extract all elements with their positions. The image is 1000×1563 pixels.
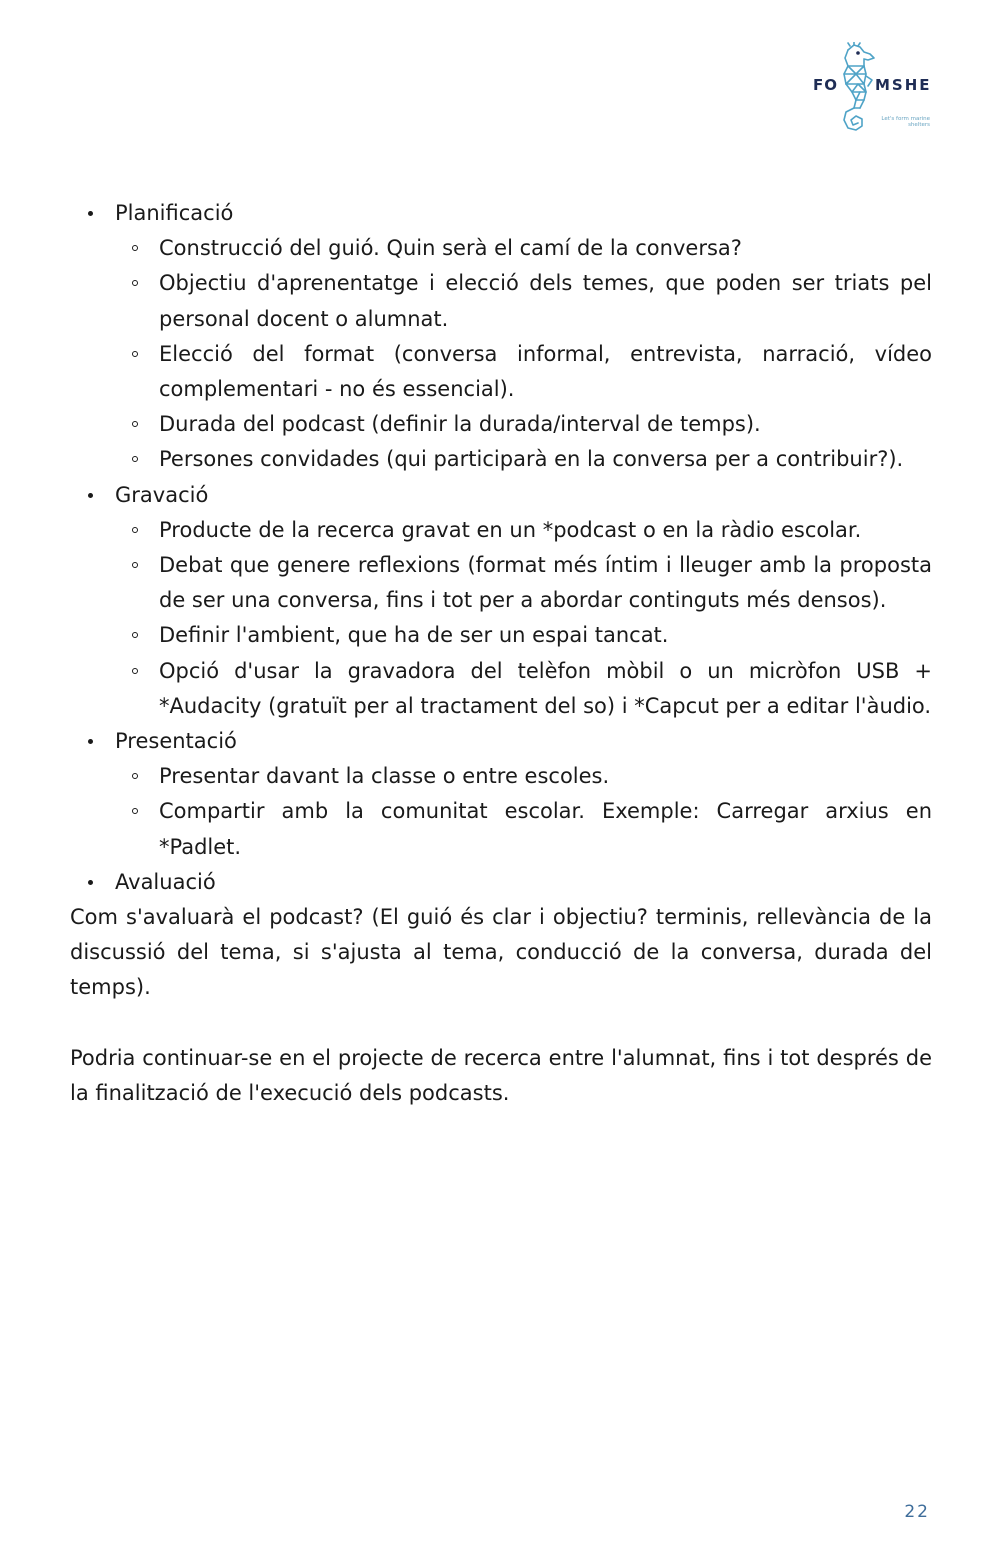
list-item-text: Persones convidades (qui participarà en la conversa per a contribuir?). [159, 447, 904, 472]
section-title [70, 196, 932, 231]
circle-bullet-icon [132, 808, 138, 814]
list-item [70, 513, 932, 548]
list-item-text: Debat que genere reflexions (format més íntim i lleuger amb la proposta de ser una conversa, fins i tot per a abordar continguts més densos). [159, 553, 932, 613]
section-title-text: Planificació [115, 201, 234, 225]
list-item [70, 231, 932, 266]
section-title [70, 865, 932, 900]
seahorse-icon [834, 42, 878, 134]
list-item [70, 442, 932, 477]
list-item-text: Objectiu d'aprenentatge i elecció dels temes, que poden ser triats pel personal docent o alumnat. [159, 271, 932, 331]
circle-bullet-icon [132, 245, 138, 251]
circle-bullet-icon [132, 773, 138, 779]
logo-tagline: Let's form marine shelters [881, 116, 930, 128]
paragraph-spacer [70, 1006, 932, 1041]
section-title [70, 724, 932, 759]
bullet-icon [88, 880, 93, 885]
document-body [70, 196, 932, 1111]
section-title-text: Avaluació [115, 869, 216, 894]
circle-bullet-icon [132, 632, 138, 638]
circle-bullet-icon [132, 421, 138, 427]
page-number: 22 [904, 1502, 930, 1522]
circle-bullet-icon [132, 527, 138, 533]
paragraph: Podria continuar-se en el projecte de recerca entre l'alumnat, fins i tot després de la finalització de l'execució dels podcasts. [70, 1045, 932, 1105]
list-item [70, 794, 932, 864]
circle-bullet-icon [132, 562, 138, 568]
list-item-text: Opció d'usar la gravadora del telèfon mòbil o un micròfon USB + *Audacity (gratuït per al tractament del so) i *Capcut per a editar l'àudio. [159, 658, 932, 718]
section-title-text: Gravació [115, 482, 209, 507]
logo-text-left: FO [813, 76, 838, 94]
list-item [70, 266, 932, 336]
list-item [70, 759, 932, 794]
list-item-text: Definir l'ambient, que ha de ser un espai tancat. [159, 623, 669, 648]
list-item-text: Presentar davant la classe o entre escoles. [159, 764, 610, 789]
logo-text-right: MSHE [875, 76, 932, 94]
bullet-icon [88, 211, 93, 216]
section-title [70, 478, 932, 513]
circle-bullet-icon [132, 456, 138, 462]
list-item [70, 407, 932, 442]
list-item-text: Construcció del guió. Quin serà el camí de la conversa? [159, 236, 742, 261]
circle-bullet-icon [132, 668, 138, 674]
bullet-icon [88, 739, 93, 744]
circle-bullet-icon [132, 280, 138, 286]
bullet-icon [88, 493, 93, 498]
list-item-text: Durada del podcast (definir la durada/interval de temps). [159, 412, 761, 437]
list-item [70, 654, 932, 724]
section-title-text: Presentació [115, 729, 237, 754]
list-item [70, 618, 932, 653]
list-item-text: Elecció del format (conversa informal, entrevista, narració, vídeo complementari - no és essencial). [159, 341, 932, 402]
paragraph: Com s'avaluarà el podcast? (El guió és clar i objectiu? terminis, rellevància de la discussió del tema, si s'ajusta al tema, conducció de la conversa, durada del temps). [70, 905, 932, 1000]
brand-logo [812, 40, 934, 136]
list-item [70, 337, 932, 407]
list-item-text: Compartir amb la comunitat escolar. Exemple: Carregar arxius en *Padlet. [159, 799, 932, 859]
list-item-text: Producte de la recerca gravat en un *podcast o en la ràdio escolar. [159, 517, 862, 542]
list-item [70, 548, 932, 618]
circle-bullet-icon [132, 351, 138, 357]
